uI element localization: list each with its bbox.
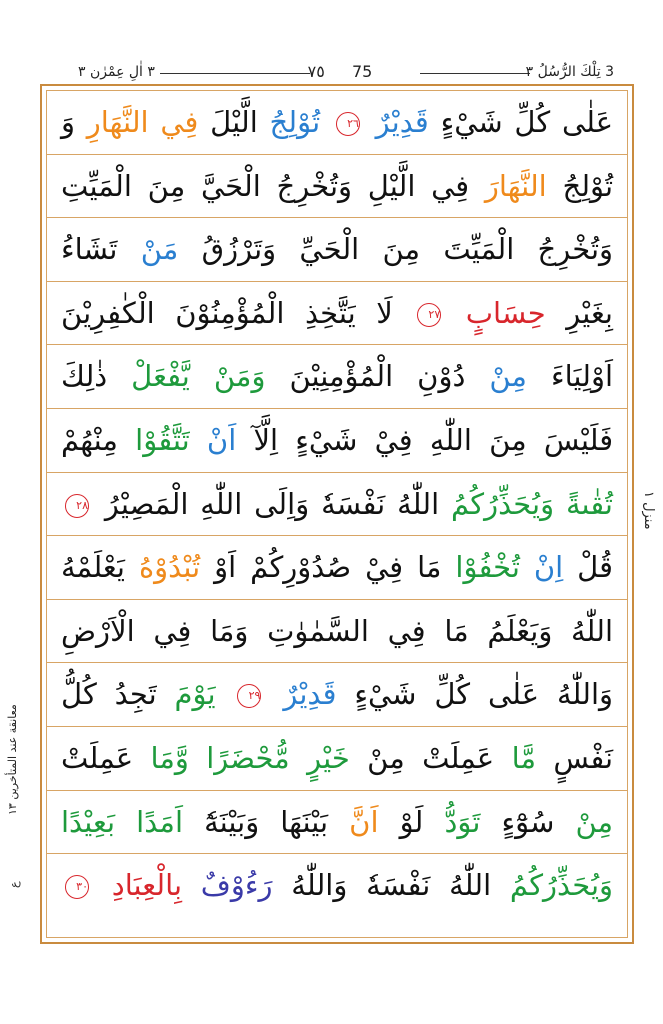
word: مِنْهُمْ [61,422,118,457]
word: وَيُحَذِّرُكُمُ [509,868,614,903]
word: اللّٰهُ [571,613,614,648]
word: تُبْدُوْهُ [138,550,201,585]
word: بَعِيْدًا [61,804,116,839]
word: وَاللّٰهُ [291,868,348,903]
word: وَمَنْ [213,359,266,394]
word: عَمِلَتْ [422,740,495,775]
word: قَدِيْرٌ [283,677,337,712]
word: وَمَا [210,613,249,648]
word: حِسَابٍ [465,295,546,330]
word: الْمَيِّتَ [443,232,515,267]
word: الْحَيَّ [200,168,261,203]
word: نَفْسَهٗ [366,868,431,903]
word: اَوْ [214,550,237,585]
text-line [47,663,627,727]
word: مَّا [511,740,536,775]
word: يَعْلَمْهُ [61,550,125,585]
word: بِغَيْرِ [566,295,614,330]
word: شَيْءٍ [354,677,417,712]
word: الْمَيِّتِ [61,168,132,203]
word: اَمَدًا [136,804,184,839]
word: الْمُؤْمِنِيْنَ [289,359,394,394]
word: تَتَّقُوْا [135,422,190,457]
text-line [47,91,627,155]
surah-name-header: ٣ اٰلِ عِمْرٰن ٣ [78,64,155,80]
word: يَوْمَ [174,677,216,712]
word: اِنْ [533,550,564,585]
word: وَيَعْلَمُ [487,613,553,648]
word: فِي [160,105,199,139]
ayah-number-marker: ٣٠ [65,875,89,899]
word: الْمَصِيْرُ [104,486,189,521]
word: اللّٰهُ [397,486,440,521]
word: الْاَرْضِ [61,613,135,648]
word: وَتُخْرِجُ [276,168,353,203]
word: مَنْ [140,232,179,267]
text-line [47,536,627,600]
word: مِنَ [489,422,527,457]
word: وَيُحَذِّرُكُمُ [450,486,555,521]
word: اَنْ [206,422,237,457]
word: اَنَّ [349,804,379,839]
page-number: 75 [351,62,373,81]
text-line [47,791,627,855]
ayah-number-marker: ٢٩ [237,684,261,708]
word: الَّيْلِ [367,168,416,203]
text-line [47,473,627,537]
word: لَوْ [399,804,424,839]
word: لَا [376,295,393,330]
text-line [47,345,627,409]
text-line [47,409,627,473]
page-header [60,62,620,84]
word: فِي [153,613,192,648]
word: عَلٰى [488,677,540,712]
word: كُلِّ [434,677,471,712]
word: النَّهَارِ [86,105,149,139]
word: مِنْ [489,359,527,394]
word: تُوْلِجُ [562,168,614,203]
word: مِنْ [367,740,405,775]
word: اِلَّآ [253,422,279,457]
text-line [47,854,627,918]
ayah-number-marker: ٢٦ [336,112,360,136]
word: الْحَيِّ [299,232,360,267]
word: مِنْ [575,804,614,839]
word: وَاِلَى [254,486,310,521]
text-line [47,727,627,791]
ayah-number-marker: ٢٧ [417,303,441,327]
word: بَيْنَهَا [280,804,329,839]
word: فِي [387,613,426,648]
text-lines [47,91,627,918]
word: دُوْنِ [417,359,466,394]
word: عَلٰى [561,105,614,139]
word: يَّفْعَلْ [131,359,190,394]
word: ذٰلِكَ [61,359,108,394]
word: وَّمَا [150,740,189,775]
word: خَيْرٍ [307,740,350,775]
header-rule-right [420,73,530,74]
word: تَجِدُ [114,677,157,712]
word: كُلُّ [61,677,97,712]
word: قُلْ [577,550,613,585]
word: الْمُؤْمِنُوْنَ [175,295,285,330]
word: مِنَ [147,168,186,203]
word: قَدِيْرٌ [375,105,429,139]
ruku-mark: ع [8,881,21,889]
word: فِيْ [374,422,413,457]
word: سُوْٓءٍ [501,804,555,839]
word: مُّحْضَرًا [206,740,290,775]
word: النَّهَارَ [484,168,547,203]
word: شَيْءٍ [295,422,358,457]
text-line [47,282,627,346]
word: وَتُخْرِجُ [537,232,614,267]
word: اللّٰهِ [429,422,472,457]
word: السَّمٰوٰتِ [267,613,369,648]
word: تُخْفُوْا [455,550,520,585]
manzil-label: منزل ١ [641,490,656,530]
word: صُدُوْرِكُمْ [250,550,352,585]
ayah-number-marker: ٢٨ [65,494,89,518]
word: فَلَيْسَ [543,422,614,457]
word: الَّيْلَ [210,105,258,139]
margin-note: معانقة عند المتأخرين ١٣ [6,704,19,816]
word: تَوَدُّ [444,804,481,839]
word: اللّٰهُ [449,868,492,903]
word: يَتَّخِذِ [304,295,356,330]
word: نَفْسَهٗ [321,486,386,521]
word: مَا [417,550,442,585]
text-line [47,600,627,664]
word: مِنَ [382,232,421,267]
word: الْكٰفِرِيْنَ [61,295,155,330]
word: اللّٰهِ [200,486,243,521]
word: وَبَيْنَهٗٓ [204,804,260,839]
word: كُلِّ [514,105,551,139]
word: اَوْلِيَاءَ [550,359,614,394]
text-line [47,218,627,282]
word: وَتَرْزُقُ [201,232,277,267]
word: مَا [444,613,469,648]
juz-name-header: 3 تِلْكَ الرُّسُلُ ٣ [525,64,614,80]
word: وَ [61,105,76,139]
word: تَشَاءُ [61,232,118,267]
word: وَاللّٰهُ [556,677,613,712]
word: شَيْءٍ [440,105,503,139]
word: نَفْسٍ [553,740,614,775]
word: بِالْعِبَادِ [111,868,183,903]
word: رَءُوْفٌ [200,868,273,903]
page-number-eastern: ٧٥ [307,62,325,81]
word: تُقٰىةً [565,486,613,521]
word: تُوْلِجُ [269,105,321,139]
word: عَمِلَتْ [61,740,134,775]
text-line [47,155,627,219]
word: فِيْ [365,550,404,585]
word: فِي [431,168,470,203]
